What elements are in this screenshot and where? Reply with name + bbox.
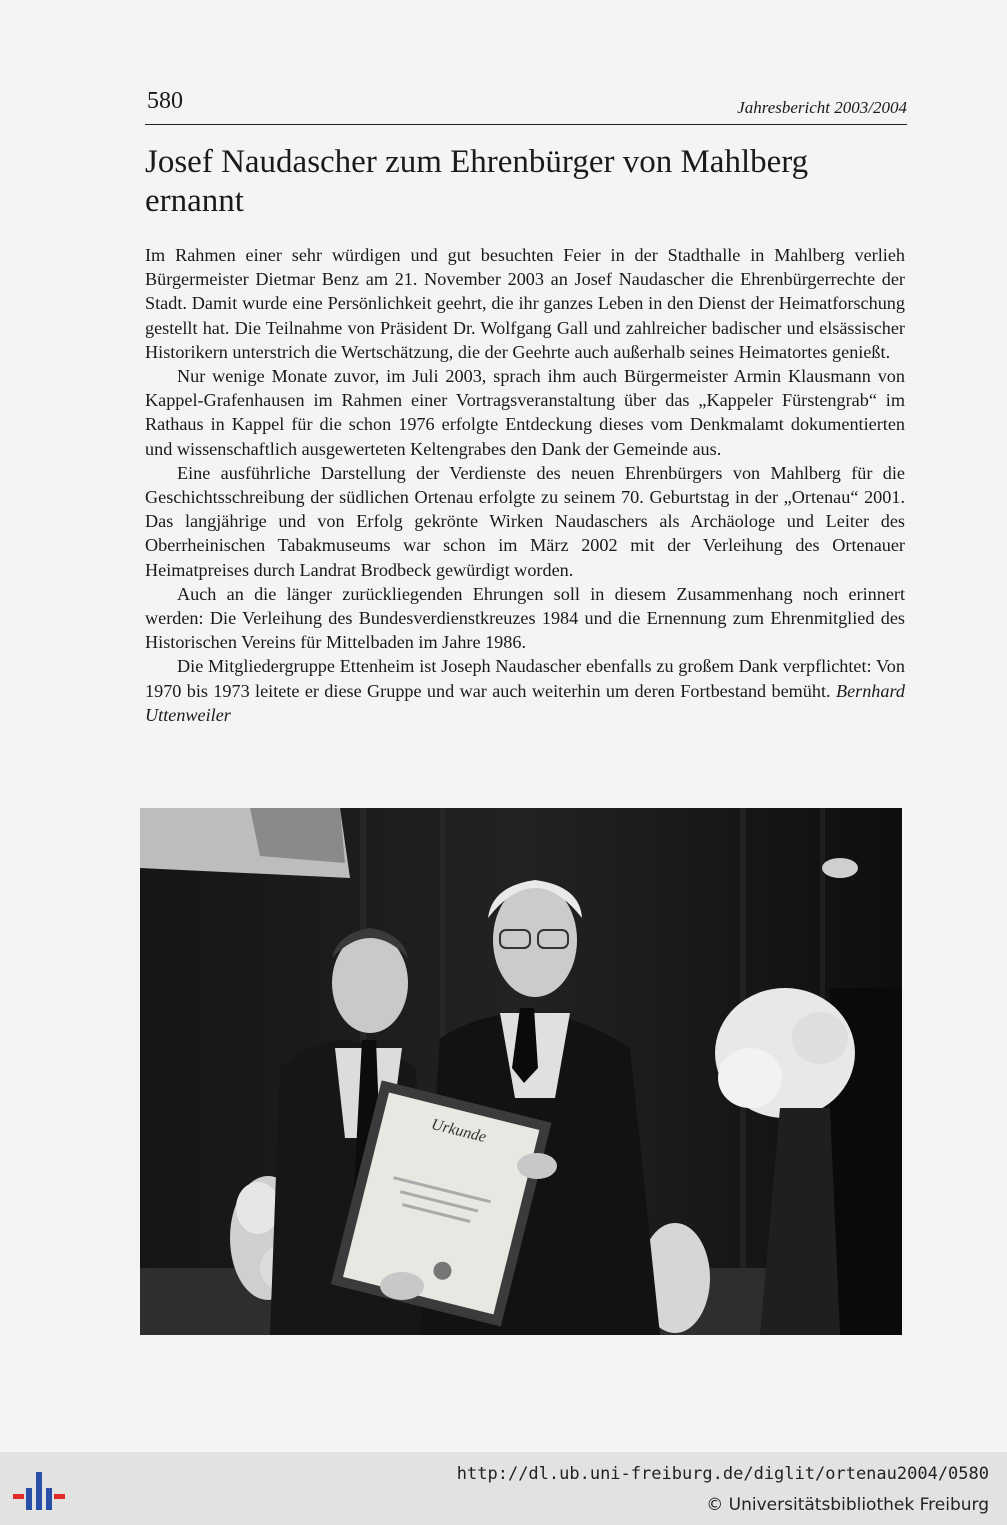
photo-illustration (140, 808, 902, 1335)
page-number: 580 (147, 88, 183, 114)
ub-freiburg-logo-icon (12, 1466, 66, 1516)
article-body (145, 243, 905, 727)
library-footer (0, 1452, 1007, 1525)
paragraph-3: Eine ausführliche Darstellung der Verdienste des neuen Ehrenbürgers von Mahlberg für die Geschichtsschreibung der südlichen Ortenau erfolgte zu seinem 70. Geburtstag in der „Ortenau“ 2001. Das langjährige und von Erfolg gekrönte Wirken Naudaschers als Archäologe und Leiter des Oberrheinischen Tabakmuseums war schon im März 2002 mit der Verleihung des Ortenauer Heimatpreises durch Landrat Brodbeck gewürdigt worden. (145, 462, 905, 580)
author-signature: Bernhard Uttenweiler (145, 680, 905, 725)
certificate-heading: Urkunde (429, 1116, 488, 1147)
article-title: Josef Naudascher zum Ehrenbürger von Mahlberg ernannt (145, 144, 809, 219)
paragraph-4: Auch an die länger zurückliegenden Ehrungen soll in diesem Zusammenhang noch erinnert werden: Die Verleihung des Bundesverdienstkreuzes 1984 und die Ernennung zum Ehrenmitglied des Historischen Vereins für Mittelbaden im Jahre 1986. (145, 583, 905, 653)
paragraph-5: Die Mitgliedergruppe Ettenheim ist Joseph Naudascher ebenfalls zu großem Dank verpflichtet: Von 1970 bis 1973 leitete er diese Gruppe und war auch weiterhin um deren Fortbestand bemüht. (145, 656, 905, 701)
copyright-notice: © Universitätsbibliothek Freiburg (706, 1495, 989, 1515)
source-url-link[interactable]: http://dl.ub.uni-freiburg.de/diglit/ortenau2004/0580 (456, 1464, 989, 1484)
ceremony-photo (140, 808, 902, 1335)
running-title: Jahresbericht 2003/2004 (737, 98, 907, 117)
page-header (145, 88, 907, 125)
paragraph-1: Im Rahmen einer sehr würdigen und gut besuchten Feier in der Stadthalle in Mahlberg verlieh Bürgermeister Dietmar Benz am 21. November 2003 an Josef Naudascher die Ehrenbürgerrechte der Stadt. Damit wurde eine Persönlichkeit geehrt, die ihr ganzes Leben in den Dienst der Heimatforschung gestellt hat. Die Teilnahme von Präsident Dr. Wolfgang Gall und zahlreicher badischer und elsässischer Historikern unterstrich die Wertschätzung, die der Geehrte auch außerhalb seines Heimatortes genießt. (145, 245, 905, 362)
paragraph-2: Nur wenige Monate zuvor, im Juli 2003, sprach ihm auch Bürgermeister Armin Klausmann von Kappel-Grafenhausen im Rahmen einer Vortragsveranstaltung über das „Kappeler Fürstengrab“ im Rathaus in Kappel für die schon 1976 erfolgte Entdeckung dieses vom Denkmalamt dokumentierten und wissenschaftlich ausgewerteten Keltengrabes den Dank der Gemeinde aus. (145, 366, 905, 459)
paragraph-5-with-signature (145, 654, 905, 727)
